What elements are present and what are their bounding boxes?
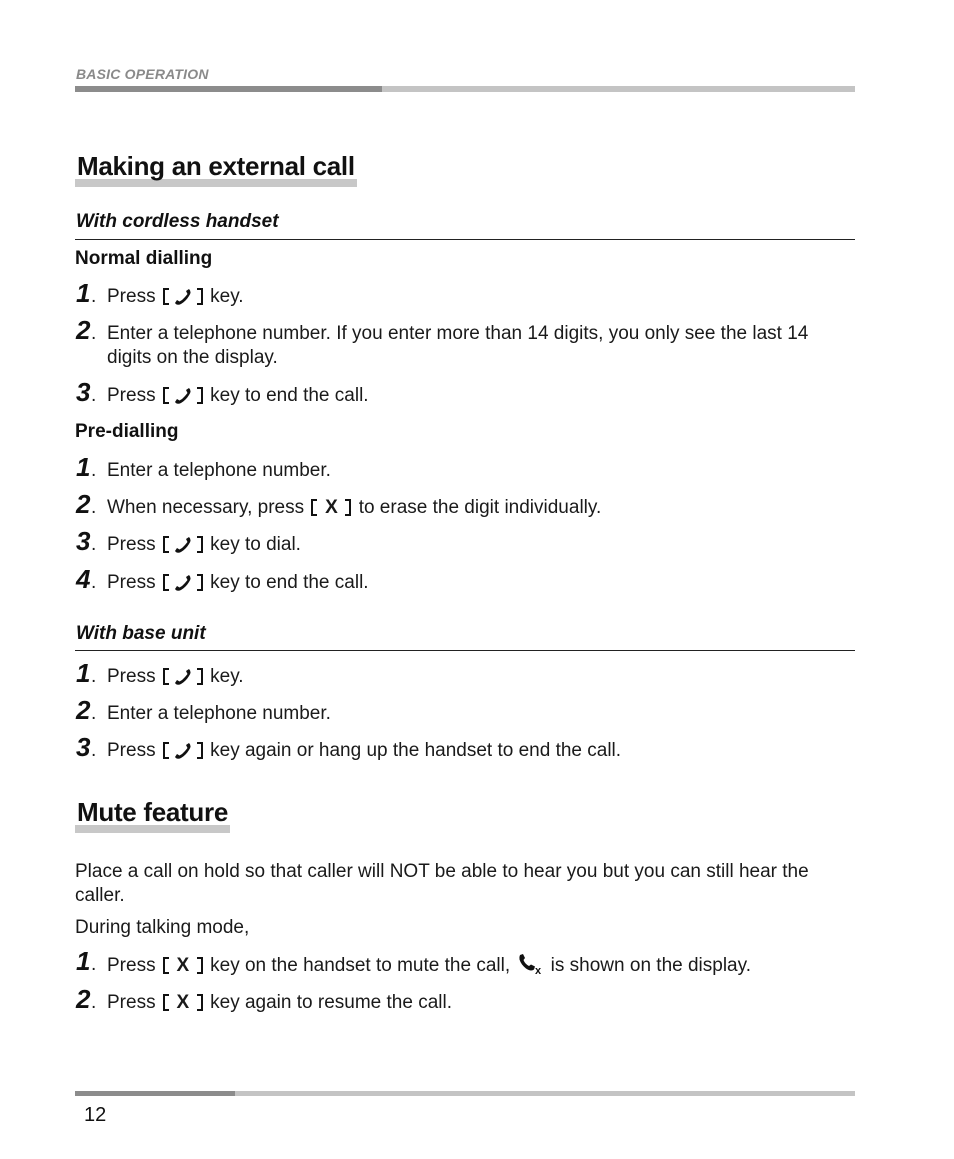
step-text: Press	[107, 385, 156, 406]
step-item: 2 . Enter a telephone number.	[76, 702, 856, 726]
step-text: Press	[107, 955, 156, 976]
talking-mode-note: During talking mode,	[75, 917, 250, 938]
header-rule	[75, 86, 855, 92]
step-text: key again to resume the call.	[210, 992, 452, 1013]
step-item: 1 . Enter a telephone number.	[76, 459, 856, 483]
step-number: 2	[76, 695, 91, 725]
step-item: 3 . Press key to end the call.	[76, 377, 369, 407]
step-text: Press	[107, 286, 156, 307]
subtitle-base-unit: With base unit	[76, 623, 206, 644]
step-item: 1 . Press key.	[76, 278, 244, 308]
step-text: to erase the digit individually.	[358, 497, 602, 518]
step-item: 2 . Press X key again to resume the call.	[76, 984, 452, 1014]
step-text: key again or hang up the handset to end the call.	[210, 740, 622, 761]
key-label: X	[325, 496, 338, 518]
talk-key	[163, 741, 203, 761]
page-number: 12	[84, 1104, 107, 1126]
mute-phone-icon	[517, 953, 543, 982]
talk-key	[163, 535, 203, 555]
footer-rule	[75, 1091, 855, 1096]
step-number: 1	[76, 946, 91, 976]
talk-key	[163, 667, 203, 687]
phone-handset-icon	[173, 573, 193, 593]
step-text: Press	[107, 534, 156, 555]
step-number: 4	[76, 564, 91, 594]
step-text: When necessary, press	[107, 497, 305, 518]
step-text: is shown on the display.	[550, 955, 751, 976]
subtitle-rule	[75, 239, 855, 240]
step-text: key.	[210, 286, 244, 307]
step-text: Enter a telephone number. If you enter more than 14 digits, you only see the last 14 digits on the display.	[107, 323, 809, 368]
step-text: Enter a telephone number.	[107, 703, 331, 724]
step-item: 4 . Press key to end the call.	[76, 564, 369, 594]
mute-key	[163, 993, 203, 1013]
step-number: 3	[76, 526, 91, 556]
mute-icon-sub: x	[535, 965, 542, 975]
erase-key	[311, 498, 351, 518]
step-item: 3 . Press key again or hang up the handset to end the call.	[76, 732, 622, 762]
step-number: 3	[76, 377, 91, 407]
step-item: 1 . Press X key on the handset to mute the call, x is shown on the display.	[76, 953, 856, 982]
step-number: 3	[76, 732, 91, 762]
group-title-normal-dialling: Normal dialling	[75, 248, 213, 269]
step-text: Press	[107, 992, 156, 1013]
phone-handset-icon	[173, 386, 193, 406]
step-text: Press	[107, 666, 156, 687]
step-item: 3 . Press key to dial.	[76, 526, 301, 556]
phone-handset-icon	[173, 535, 193, 555]
subtitle-cordless-handset: With cordless handset	[76, 211, 279, 232]
step-text: Enter a telephone number.	[107, 460, 331, 481]
mute-description: Place a call on hold so that caller will NOT be able to hear you but you can still hear the caller.	[75, 861, 809, 906]
talk-key	[163, 573, 203, 593]
talk-key	[163, 386, 203, 406]
step-number: 2	[76, 984, 91, 1014]
step-number: 1	[76, 658, 91, 688]
step-text: key.	[210, 666, 244, 687]
phone-handset-icon	[173, 667, 193, 687]
step-number: 2	[76, 489, 91, 519]
key-label: X	[176, 991, 190, 1013]
talk-key	[163, 287, 203, 307]
step-number: 2	[76, 315, 91, 345]
step-item: 2 . When necessary, press X to erase the digit individually.	[76, 489, 602, 519]
subtitle-rule	[75, 650, 855, 651]
mute-key	[163, 956, 203, 976]
step-text: key on the handset to mute the call,	[210, 955, 511, 976]
step-text: key to dial.	[210, 534, 301, 555]
step-number: 1	[76, 278, 91, 308]
phone-handset-icon	[173, 287, 193, 307]
step-text: Press	[107, 740, 156, 761]
step-text: Press	[107, 572, 156, 593]
step-text: key to end the call.	[210, 572, 369, 593]
section-title-mute-feature: Mute feature	[75, 799, 230, 833]
step-number: 1	[76, 452, 91, 482]
section-title-external-call: Making an external call	[75, 153, 357, 187]
phone-handset-icon	[173, 741, 193, 761]
section-label: BASIC OPERATION	[76, 66, 209, 82]
group-title-pre-dialling: Pre-dialling	[75, 421, 179, 442]
step-item: 2 . Enter a telephone number. If you enter more than 14 digits, you only see the last 14 digits on the display.	[76, 322, 856, 370]
step-item: 1 . Press key.	[76, 658, 244, 688]
step-text: key to end the call.	[210, 385, 369, 406]
key-label: X	[176, 954, 190, 976]
